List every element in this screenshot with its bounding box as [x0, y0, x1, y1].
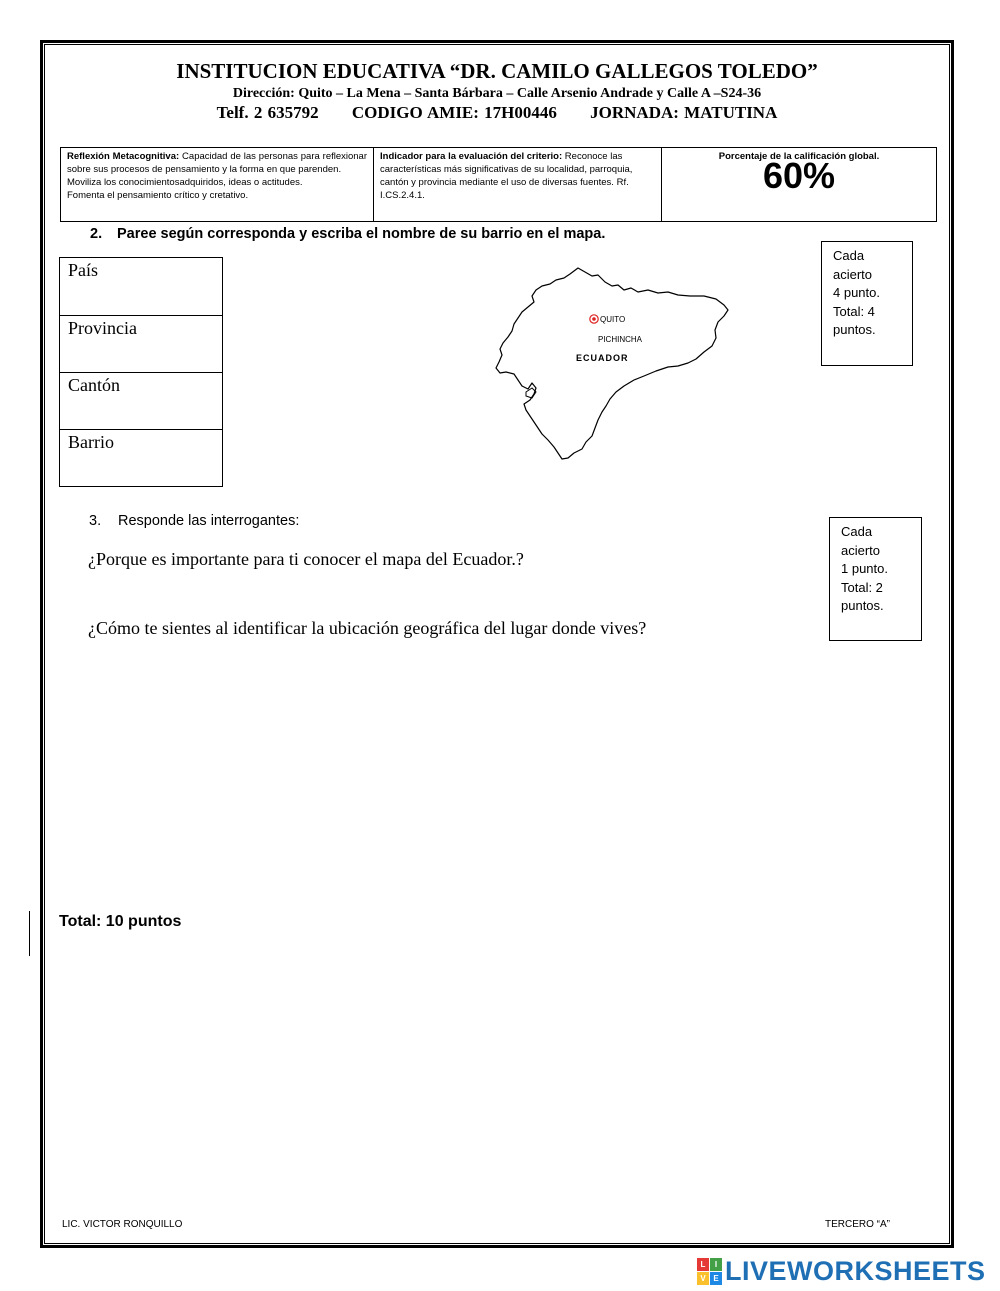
match-label: Barrio — [68, 432, 114, 452]
match-label: Cantón — [68, 375, 120, 395]
score-box-question-2 — [821, 241, 913, 366]
margin-mark — [29, 911, 30, 956]
reflexion-line3: Fomenta el pensamiento crítico y cretativo. — [67, 190, 249, 201]
question-2-text: Paree según corresponda y escriba el nombre de su barrio en el mapa. — [117, 226, 606, 242]
match-label: País — [68, 260, 99, 280]
ecuador-outline — [496, 268, 728, 459]
score-line: Total: 2 — [841, 579, 883, 595]
score-line: Total: 4 — [833, 303, 875, 319]
score-line: acierto — [833, 266, 873, 282]
match-label: Provincia — [68, 318, 137, 338]
footer-grade: TERCERO “A” — [825, 1219, 890, 1230]
reflexion-line2: Moviliza los conocimientosadquiridos, ideas o actitudes. — [67, 177, 303, 188]
score-line: Cada — [833, 248, 865, 263]
map-label-ecuador: ECUADOR — [576, 353, 629, 363]
quito-marker-dot — [592, 317, 596, 321]
porcentaje-label: Porcentaje de la calificación global. — [718, 151, 880, 162]
institution-address: Dirección: Quito – La Mena – Santa Bárbara – Calle Arsenio Andrade y Calle A –S24-36 — [232, 86, 762, 101]
reflexion-text: Capacidad de las personas para reflexionar sobre sus procesos de pensamiento y la forma en que parenden. — [67, 151, 368, 175]
liveworksheets-brand[interactable] — [697, 1256, 986, 1286]
page-inner-border — [44, 44, 950, 1244]
ecuador-outline-map — [492, 262, 740, 466]
reflexion-cell — [61, 148, 373, 221]
match-row-barrio[interactable] — [60, 429, 222, 486]
match-row-pais[interactable] — [60, 258, 222, 315]
institution-amie: CODIGO AMIE: 17H00446 — [351, 103, 557, 122]
footer-teacher: LIC. VICTOR RONQUILLO — [62, 1219, 183, 1230]
match-table — [59, 257, 223, 487]
ecuador-map — [492, 262, 740, 466]
question-3-item-2: ¿Cómo te sientes al identificar la ubicación geográfica del lugar donde vives? — [88, 618, 647, 638]
question-2-heading — [90, 226, 605, 242]
question-3-item-1: ¿Porque es importante para ti conocer el mapa del Ecuador.? — [88, 549, 524, 569]
match-row-provincia[interactable] — [60, 315, 222, 372]
score-line: 4 punto. — [833, 285, 880, 300]
indicador-cell — [373, 148, 661, 221]
question-2-number: 2. — [90, 226, 103, 242]
score-line: 1 punto. — [841, 561, 888, 576]
score-line: acierto — [841, 542, 881, 558]
score-box-question-3 — [829, 517, 922, 641]
liveworksheets-logo-icon: L I V E — [697, 1258, 721, 1284]
question-3-text: Responde las interrogantes: — [118, 513, 300, 529]
reflexion-label: Reflexión Metacognitiva: — [67, 151, 180, 162]
institution-contact — [44, 103, 950, 123]
score-line: puntos. — [841, 598, 884, 613]
indicador-label: Indicador para la evaluación del criterio: — [380, 151, 563, 162]
score-line: puntos. — [833, 322, 876, 337]
question-3-heading — [89, 513, 299, 529]
institution-title: INSTITUCION EDUCATIVA “DR. CAMILO GALLEGOS TOLEDO” — [176, 59, 818, 83]
liveworksheets-name: LIVEWORKSHEETS — [725, 1255, 986, 1286]
map-label-pichincha: PICHINCHA — [598, 335, 643, 344]
indicador-text: Reconoce las características más significativas de su localidad, parroquia, cantón y provincia mediante el uso de diversas fuentes. Rf. I.CS.2.4.1. — [380, 151, 633, 201]
total-points: Total: 10 puntos — [59, 913, 182, 930]
institution-phone: Telf. 2 635792 — [216, 103, 319, 122]
porcentaje-cell — [661, 148, 936, 221]
match-row-canton[interactable] — [60, 372, 222, 429]
institution-jornada: JORNADA: MATUTINA — [590, 103, 778, 122]
score-line: Cada — [841, 524, 873, 539]
info-table — [60, 147, 937, 222]
porcentaje-value: 60% — [762, 155, 836, 196]
question-3-number: 3. — [89, 513, 102, 529]
map-label-quito: QUITO — [600, 315, 626, 324]
